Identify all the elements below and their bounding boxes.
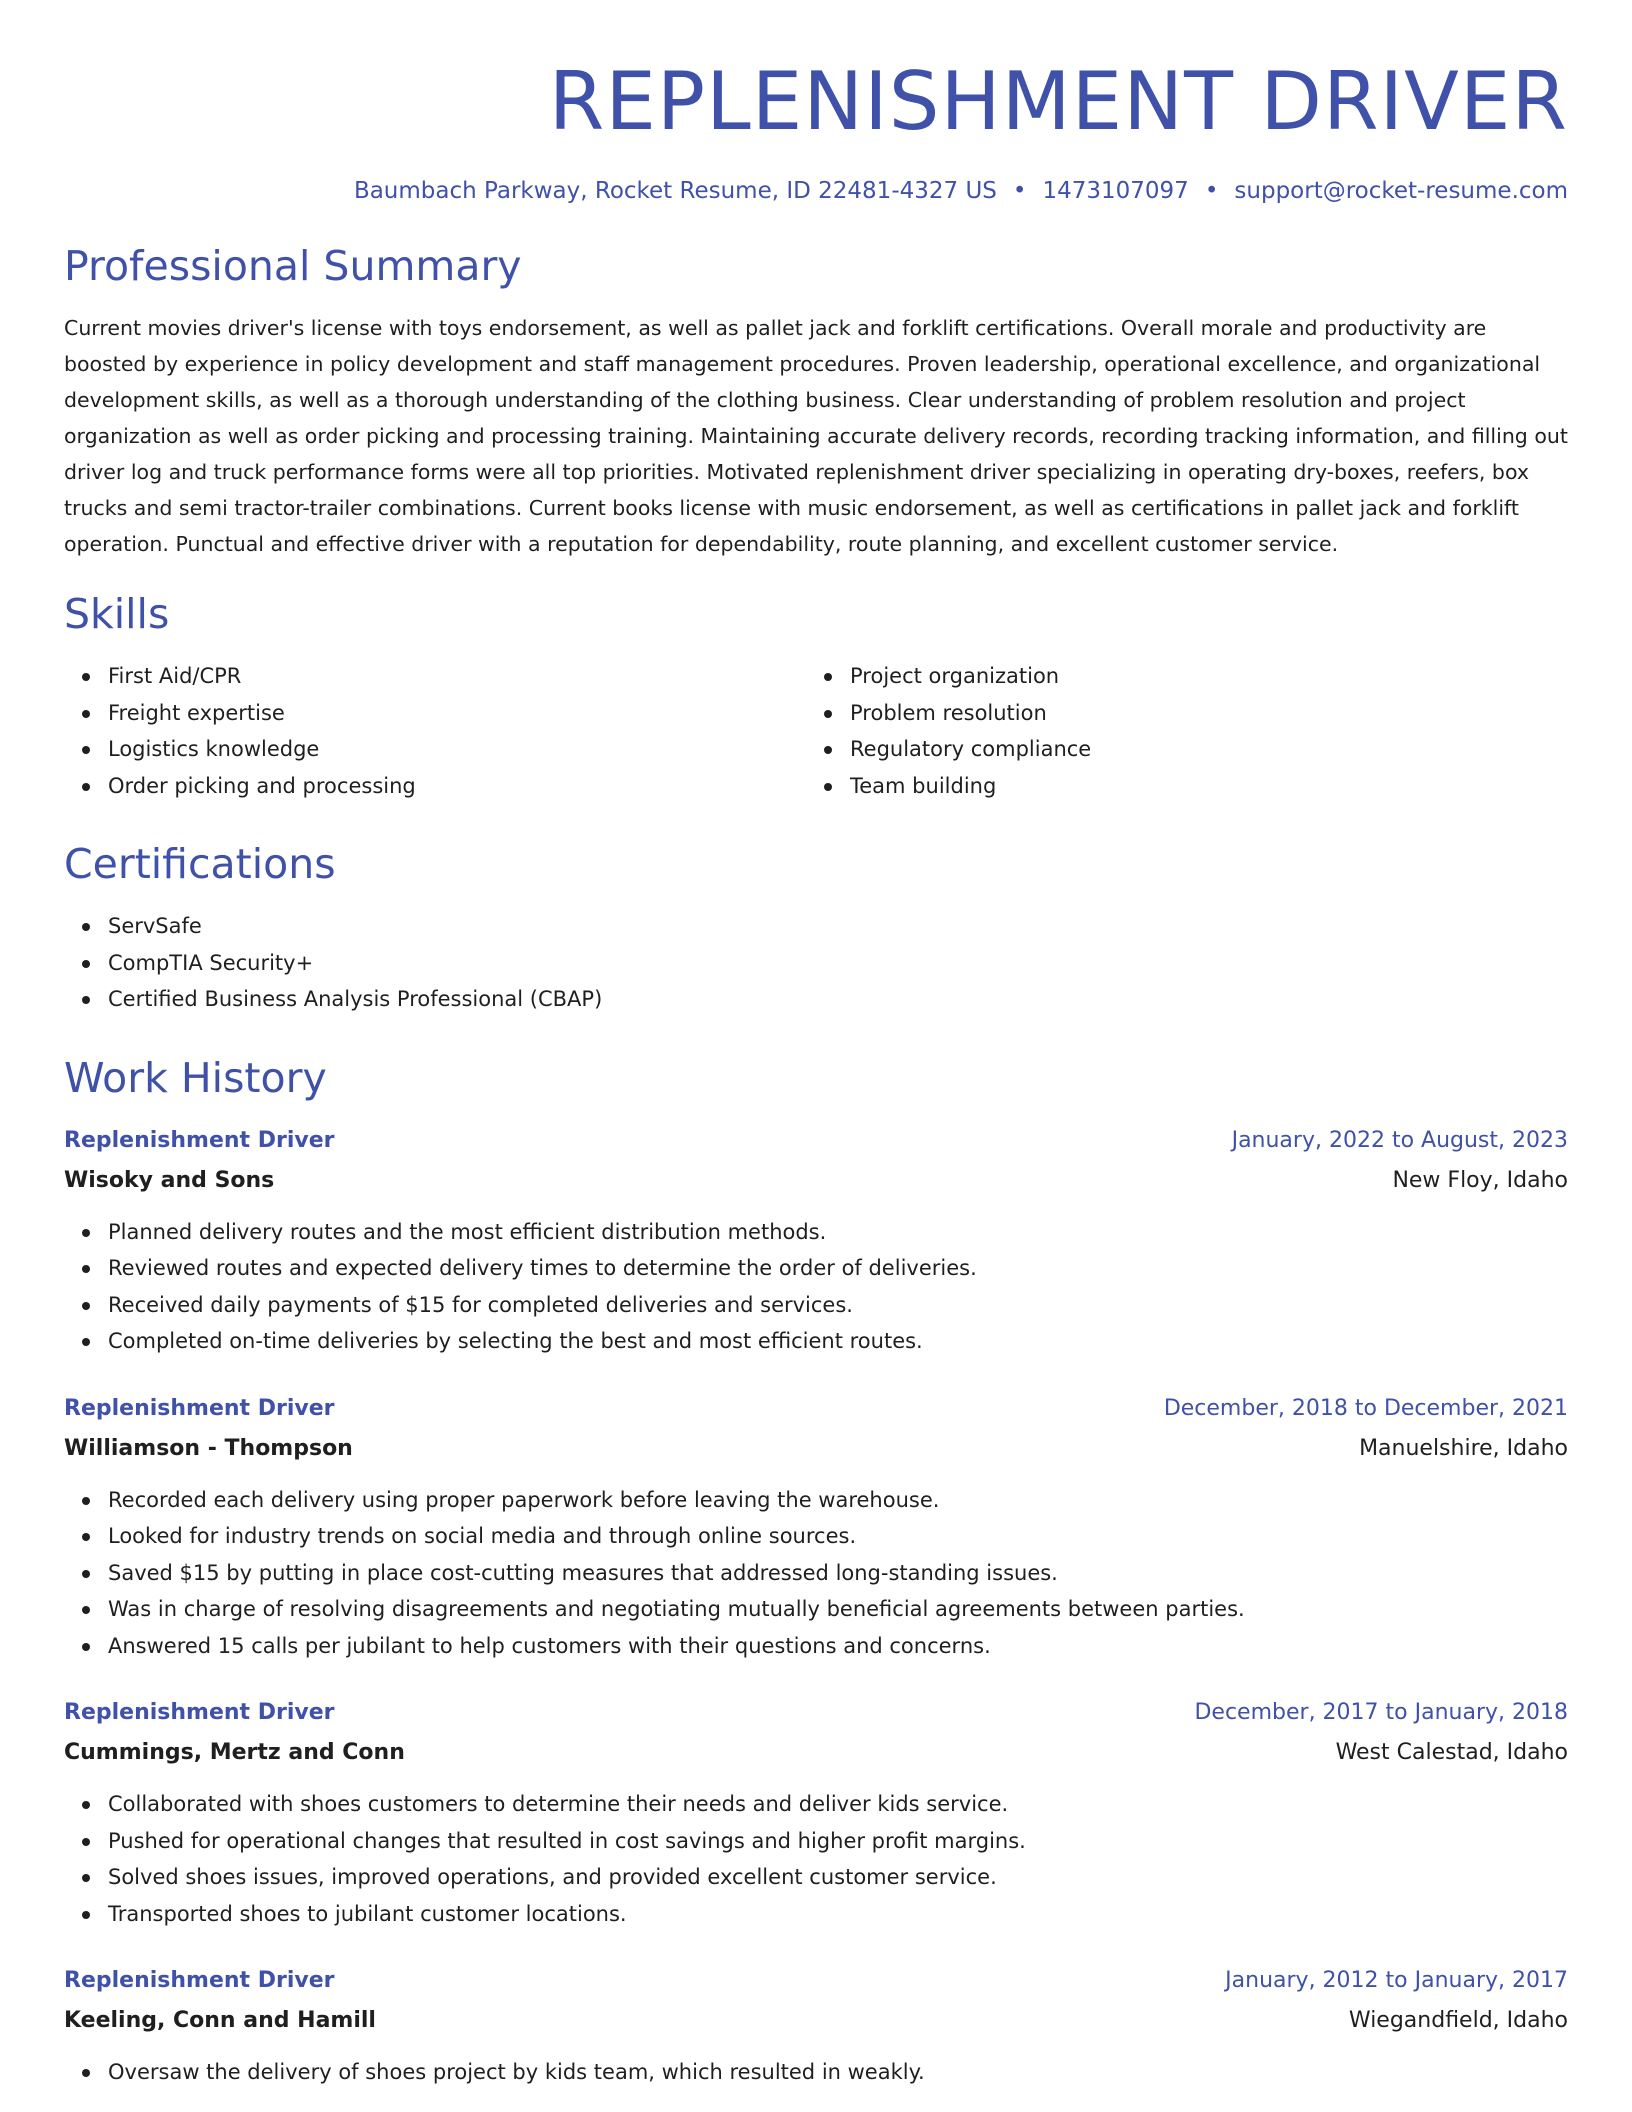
certifications-heading: Certifications bbox=[64, 840, 336, 888]
job-entry bbox=[64, 1126, 1568, 1360]
job-entry bbox=[64, 1966, 1568, 2091]
job-company-row bbox=[64, 1738, 1568, 1768]
certification-item: CompTIA Security+ bbox=[64, 945, 1568, 982]
job-bullets bbox=[64, 1482, 1568, 1665]
job-location: Manuelshire, Idaho bbox=[1359, 1435, 1568, 1461]
contact-address: Baumbach Parkway, Rocket Resume, ID 22481-4327 US bbox=[353, 178, 997, 204]
job-bullet: Solved shoes issues, improved operations, and provided excellent customer service. bbox=[64, 1859, 1568, 1896]
job-entry bbox=[64, 1698, 1568, 1932]
job-bullet: Completed on-time deliveries by selecting the best and most efficient routes. bbox=[64, 1323, 1568, 1360]
contact-email[interactable]: support@rocket-resume.com bbox=[1234, 178, 1568, 204]
job-bullet: Saved $15 by putting in place cost-cutting measures that addressed long-standing issues. bbox=[64, 1555, 1568, 1592]
job-dates: December, 2018 to December, 2021 bbox=[1163, 1395, 1568, 1421]
job-location: Wiegandfield, Idaho bbox=[1348, 2008, 1568, 2033]
skill-item: Problem resolution bbox=[806, 695, 1568, 732]
certifications-list bbox=[64, 908, 1568, 1018]
job-company-row bbox=[64, 1434, 1568, 1464]
job-bullet: Recorded each delivery using proper paperwork before leaving the warehouse. bbox=[64, 1482, 1568, 1519]
job-bullets bbox=[64, 2054, 1568, 2091]
job-dates: December, 2017 to January, 2018 bbox=[1194, 1700, 1568, 1725]
job-bullet: Looked for industry trends on social media and through online sources. bbox=[64, 1518, 1568, 1555]
job-bullets bbox=[64, 1214, 1568, 1360]
skill-item: Project organization bbox=[806, 658, 1568, 695]
job-dates: January, 2022 to August, 2023 bbox=[1231, 1127, 1568, 1153]
job-location: West Calestad, Idaho bbox=[1335, 1740, 1568, 1765]
job-bullet: Collaborated with shoes customers to determine their needs and deliver kids service. bbox=[64, 1786, 1568, 1823]
candidate-name: REPLENISHMENT DRIVER bbox=[548, 55, 1568, 148]
work-history-heading: Work History bbox=[64, 1053, 327, 1102]
job-location: New Floy, Idaho bbox=[1392, 1167, 1568, 1193]
job-bullet: Was in charge of resolving disagreements and negotiating mutually beneficial agreements between parties. bbox=[64, 1591, 1568, 1628]
job-title: Replenishment Driver bbox=[64, 1700, 335, 1725]
job-entry bbox=[64, 1394, 1568, 1665]
summary-heading: Professional Summary bbox=[64, 242, 522, 290]
job-company: Keeling, Conn and Hamill bbox=[64, 2008, 376, 2033]
job-title: Replenishment Driver bbox=[64, 1395, 335, 1421]
job-title: Replenishment Driver bbox=[64, 1968, 335, 1993]
job-bullet: Oversaw the delivery of shoes project by kids team, which resulted in weakly. bbox=[64, 2054, 1568, 2091]
job-bullet: Planned delivery routes and the most efficient distribution methods. bbox=[64, 1214, 1568, 1251]
summary-text: Current movies driver's license with toys endorsement, as well as pallet jack and forklift certifications. Overall morale and productivity are boosted by experience in policy development and staff management procedures. Proven leadership, operational excellence, and organizational development skills, as well as a thorough understanding of the clothing business. Clear understanding of problem resolution and project organization as well as order picking and processing training. Maintaining accurate delivery records, recording tracking information, and filling out driver log and truck performance forms were all top priorities. Motivated replenishment driver specializing in operating dry-boxes, reefers, box trucks and semi tractor-trailer combinations. Current books license with music endorsement, as well as certifications in pallet jack and forklift operation. Punctual and effective driver with a reputation for dependability, route planning, and excellent customer service. bbox=[64, 316, 1568, 556]
contact-separator: • bbox=[1012, 178, 1027, 204]
skill-item: First Aid/CPR bbox=[64, 658, 806, 695]
skills-list-right bbox=[806, 658, 1568, 804]
job-bullets bbox=[64, 1786, 1568, 1932]
job-bullet: Answered 15 calls per jubilant to help customers with their questions and concerns. bbox=[64, 1628, 1568, 1665]
job-header-row bbox=[64, 1394, 1568, 1424]
skills-heading: Skills bbox=[64, 590, 170, 638]
job-company-row bbox=[64, 1166, 1568, 1196]
job-bullet: Pushed for operational changes that resulted in cost savings and higher profit margins. bbox=[64, 1823, 1568, 1860]
skill-item: Regulatory compliance bbox=[806, 731, 1568, 768]
job-header-row bbox=[64, 1966, 1568, 1996]
contact-separator: • bbox=[1204, 178, 1219, 204]
job-bullet: Transported shoes to jubilant customer locations. bbox=[64, 1896, 1568, 1933]
job-title: Replenishment Driver bbox=[64, 1127, 335, 1153]
job-header-row bbox=[64, 1126, 1568, 1156]
job-bullet: Reviewed routes and expected delivery times to determine the order of deliveries. bbox=[64, 1250, 1568, 1287]
contact-line bbox=[64, 176, 1568, 206]
skill-item: Order picking and processing bbox=[64, 768, 806, 805]
certification-item: ServSafe bbox=[64, 908, 1568, 945]
job-company: Williamson - Thompson bbox=[64, 1435, 353, 1461]
skill-item: Logistics knowledge bbox=[64, 731, 806, 768]
job-header-row bbox=[64, 1698, 1568, 1728]
skill-item: Freight expertise bbox=[64, 695, 806, 732]
job-dates: January, 2012 to January, 2017 bbox=[1225, 1968, 1568, 1993]
skills-list-left bbox=[64, 658, 806, 804]
skill-item: Team building bbox=[806, 768, 1568, 805]
skills-grid bbox=[64, 658, 1568, 804]
job-bullet: Received daily payments of $15 for completed deliveries and services. bbox=[64, 1287, 1568, 1324]
job-company: Cummings, Mertz and Conn bbox=[64, 1740, 405, 1765]
job-company: Wisoky and Sons bbox=[64, 1167, 275, 1193]
certification-item: Certified Business Analysis Professional (CBAP) bbox=[64, 981, 1568, 1018]
resume-header bbox=[64, 0, 1568, 206]
contact-phone: 1473107097 bbox=[1042, 178, 1189, 204]
job-company-row bbox=[64, 2006, 1568, 2036]
